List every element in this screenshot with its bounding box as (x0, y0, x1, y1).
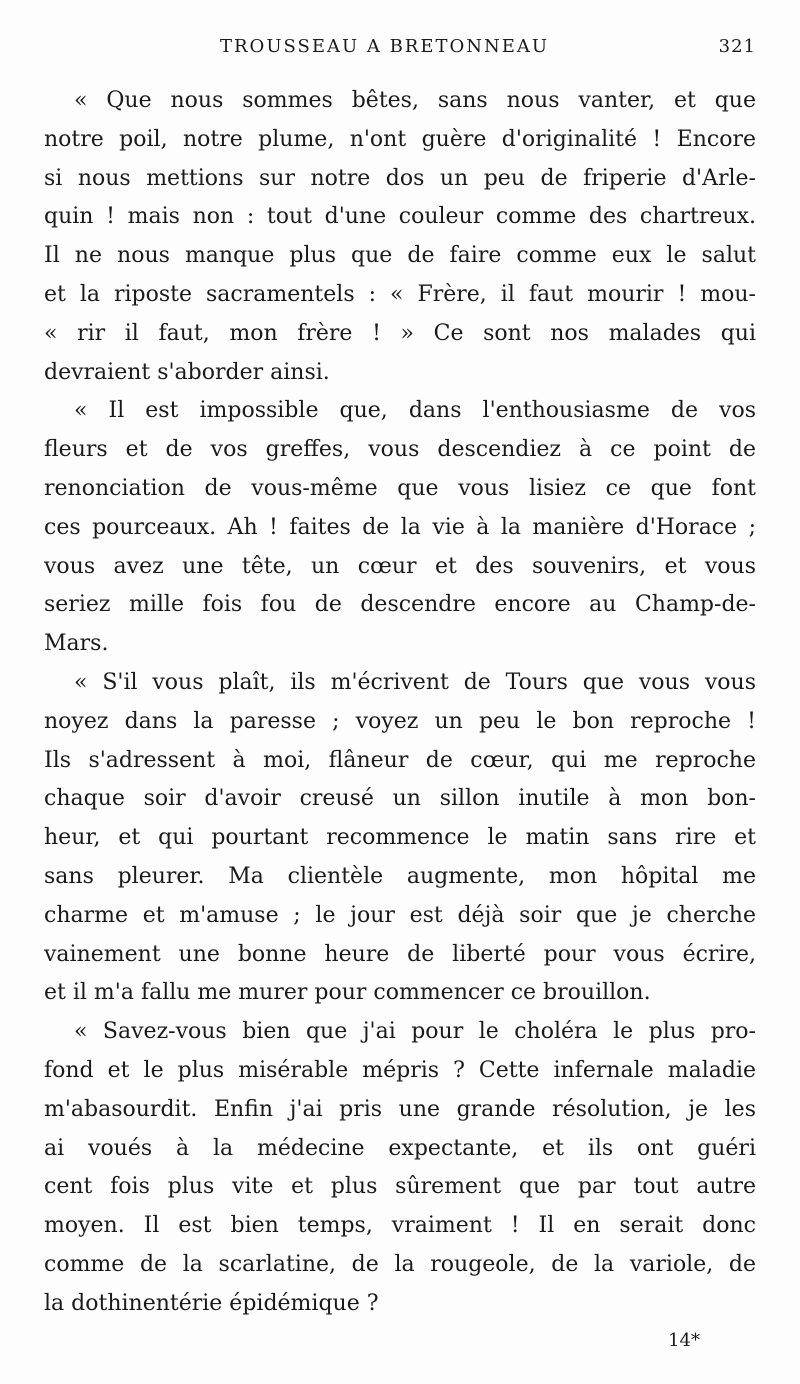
text-line: Ils s'adressent à moi, flâneur de cœur, qui me reproche (44, 747, 756, 773)
text-line: « Que nous sommes bêtes, sans nous vanter, et que (74, 88, 756, 113)
text-line: notre poil, notre plume, n'ont guère d'originalité ! Encore (44, 126, 756, 152)
text-line: seriez mille fois fou de descendre encore au Champ-de- (44, 592, 756, 618)
text-line: comme de la scarlatine, de la rougeole, de la variole, de (44, 1251, 756, 1277)
text-line: « Savez-vous bien que j'ai pour le choléra le plus pro- (74, 1019, 756, 1045)
text-line: vous avez une tête, un cœur et des souvenirs, et vous (44, 553, 756, 579)
text-line: sans pleurer. Ma clientèle augmente, mon hôpital me (44, 863, 756, 889)
body-text (44, 82, 756, 1324)
text-line: ai voués à la médecine expectante, et ils ont guéri (44, 1135, 756, 1161)
text-line: « Il est impossible que, dans l'enthousiasme de vos (74, 398, 756, 424)
running-title: TROUSSEAU A BRETONNEAU (220, 36, 550, 57)
text-line: devraient s'aborder ainsi. (44, 359, 330, 385)
text-line: « rir il faut, mon frère ! » Ce sont nos malades qui (44, 320, 756, 346)
text-line: noyez dans la paresse ; voyez un peu le bon reproche ! (44, 708, 756, 734)
text-line: Il ne nous manque plus que de faire comme eux le salut (44, 243, 756, 269)
text-line: fond et le plus misérable mépris ? Cette infernale maladie (44, 1057, 756, 1083)
text-line: chaque soir d'avoir creusé un sillon inutile à mon bon- (44, 786, 756, 812)
running-head (0, 36, 800, 62)
text-line: m'abasourdit. Enfin j'ai pris une grande résolution, je les (44, 1096, 756, 1122)
text-line: charme et m'amuse ; le jour est déjà soir que je cherche (44, 902, 756, 928)
text-line: heur, et qui pourtant recommence le matin sans rire et (44, 825, 756, 851)
text-line: moyen. Il est bien temps, vraiment ! Il en serait donc (44, 1213, 756, 1239)
text-line: « S'il vous plaît, ils m'écrivent de Tours que vous vous (74, 669, 756, 695)
text-line: fleurs et de vos greffes, vous descendiez à ce point de (44, 437, 756, 463)
text-line: et la riposte sacramentels : « Frère, il faut mourir ! mou- (44, 281, 756, 307)
text-line: Mars. (44, 631, 109, 657)
signature-mark: 14* (668, 1330, 700, 1351)
text-line: si nous mettions sur notre dos un peu de friperie d'Arle- (44, 165, 756, 191)
text-line: renonciation de vous-même que vous lisiez ce que font (44, 475, 756, 501)
text-line: quin ! mais non : tout d'une couleur comme des chartreux. (44, 204, 756, 230)
text-line: vainement une bonne heure de liberté pour vous écrire, (44, 941, 756, 967)
text-line: ces pourceaux. Ah ! faites de la vie à la manière d'Horace ; (44, 514, 756, 540)
page-number: 321 (718, 36, 756, 57)
text-line: la dothinentérie épidémique ? (44, 1290, 379, 1316)
text-line: et il m'a fallu me murer pour commencer ce brouillon. (44, 980, 651, 1006)
text-line: cent fois plus vite et plus sûrement que par tout autre (44, 1174, 756, 1200)
